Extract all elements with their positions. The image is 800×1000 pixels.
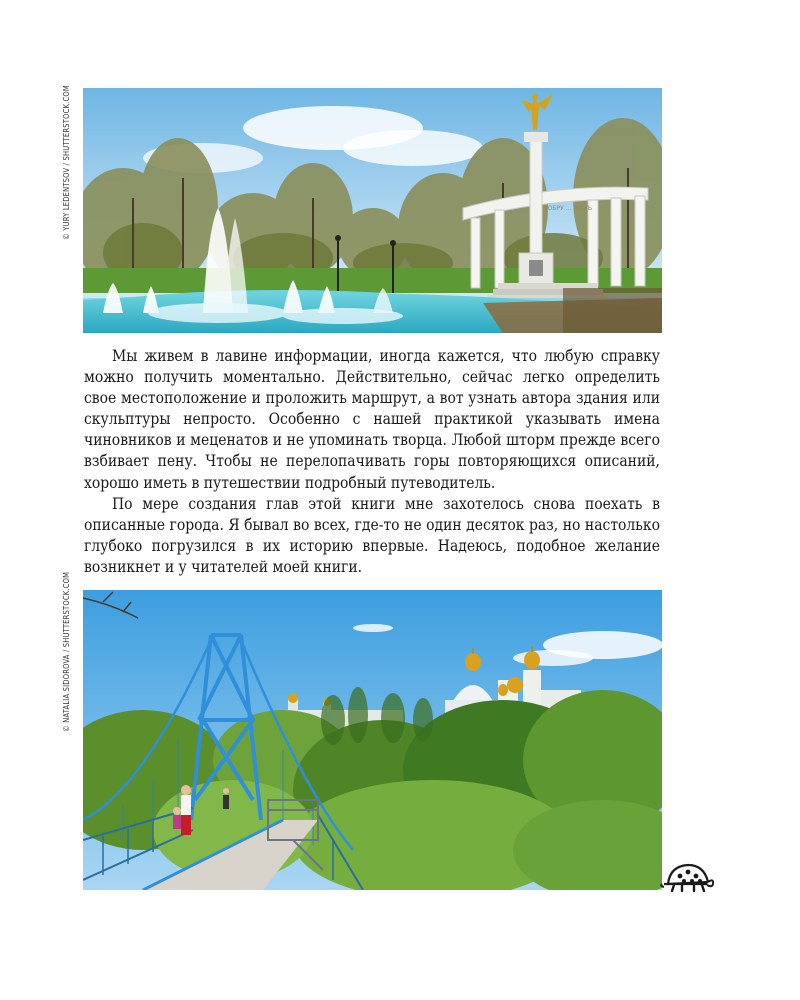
photo-bridge-monastery [83,590,662,890]
colonnade-inscription: ДОБРУ ... ЖИТЬ [543,205,593,212]
body-text [84,346,660,578]
paragraph: По мере создания глав этой книги мне захотелось снова поехать в описанные города. Я бывал во всех, где-то не один десяток раз, но настолько глубоко погрузился в их историю впервые. Надеюсь, подобное желание возникнет и у читателей моей книги. [84,494,660,576]
paragraph: Мы живем в лавине информации, иногда кажется, что любую справку можно получить моментально. Действительно, сейчас легко определить свое местоположение и проложить маршрут, а вот узнать автора здания или скульптуры непросто. Особенно с нашей практикой указывать имена чиновников и меценатов и не упоминать творца. Любой шторм прежде всего взбивает пену. Чтобы не перелопачивать горы повторяющихся описаний, хорошо иметь в путешествии подробный путеводитель. [84,347,660,492]
bridge-monastery-image [83,590,662,890]
photo-park-fountain [83,88,662,333]
park-fountain-image [83,88,662,333]
turtle-icon [660,860,714,894]
photo-credit-top: © YURY LEDENTSOV / SHUTTERSTOCK.COM [62,85,71,240]
photo-credit-bottom: © NATALIA SIDOROVA / SHUTTERSTOCK.COM [62,571,71,732]
